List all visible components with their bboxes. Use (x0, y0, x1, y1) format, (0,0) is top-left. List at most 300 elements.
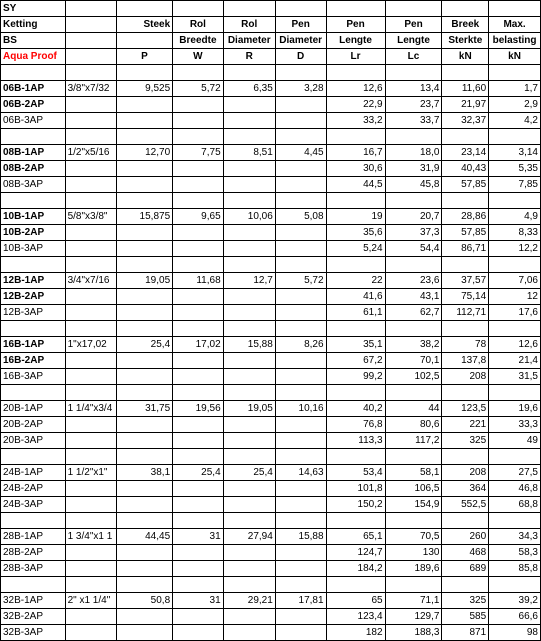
steek-cell[interactable]: 9,525 (116, 81, 172, 97)
empty-cell[interactable] (223, 161, 275, 177)
empty-cell[interactable] (275, 433, 326, 449)
chain-code-cell[interactable]: 12B-3AP (1, 305, 66, 321)
empty-cell[interactable] (173, 625, 224, 641)
pen-lengte-lc-cell[interactable]: 23,6 (385, 273, 442, 289)
column-header-cell[interactable]: D (275, 49, 326, 65)
header-title-cell[interactable]: BS (1, 33, 66, 49)
empty-cell[interactable] (489, 129, 541, 145)
column-header-cell[interactable] (489, 1, 541, 17)
empty-cell[interactable] (173, 241, 224, 257)
empty-cell[interactable] (116, 625, 172, 641)
column-header-cell[interactable]: Steek (116, 17, 172, 33)
column-header-cell[interactable]: Diameter (275, 33, 326, 49)
empty-cell[interactable] (65, 241, 116, 257)
empty-cell[interactable] (116, 305, 172, 321)
breek-sterkte-cell[interactable]: 28,86 (442, 209, 489, 225)
pen-lengte-lc-cell[interactable]: 20,7 (385, 209, 442, 225)
pen-lengte-lc-cell[interactable]: 106,5 (385, 481, 442, 497)
column-header-cell[interactable]: Pen (275, 17, 326, 33)
pen-diameter-cell[interactable]: 8,26 (275, 337, 326, 353)
empty-cell[interactable] (223, 225, 275, 241)
column-header-cell[interactable]: kN (489, 49, 541, 65)
chain-code-cell[interactable]: 10B-2AP (1, 225, 66, 241)
pen-lengte-lr-cell[interactable]: 101,8 (326, 481, 385, 497)
empty-cell[interactable] (173, 417, 224, 433)
empty-cell[interactable] (116, 609, 172, 625)
column-header-cell[interactable] (275, 1, 326, 17)
max-belasting-cell[interactable]: 49 (489, 433, 541, 449)
breek-sterkte-cell[interactable]: 75,14 (442, 289, 489, 305)
column-header-cell[interactable]: Breedte (173, 33, 224, 49)
max-belasting-cell[interactable]: 7,06 (489, 273, 541, 289)
column-header-cell[interactable]: Rol (223, 17, 275, 33)
size-cell[interactable]: 5/8"x3/8" (65, 209, 116, 225)
max-belasting-cell[interactable]: 66,6 (489, 609, 541, 625)
max-belasting-cell[interactable]: 12 (489, 289, 541, 305)
empty-cell[interactable] (65, 561, 116, 577)
empty-cell[interactable] (173, 497, 224, 513)
empty-cell[interactable] (173, 113, 224, 129)
empty-cell[interactable] (116, 417, 172, 433)
breek-sterkte-cell[interactable]: 86,71 (442, 241, 489, 257)
steek-cell[interactable]: 44,45 (116, 529, 172, 545)
empty-cell[interactable] (275, 193, 326, 209)
empty-cell[interactable] (1, 513, 66, 529)
max-belasting-cell[interactable]: 5,35 (489, 161, 541, 177)
empty-cell[interactable] (116, 369, 172, 385)
max-belasting-cell[interactable]: 2,9 (489, 97, 541, 113)
breek-sterkte-cell[interactable]: 468 (442, 545, 489, 561)
empty-cell[interactable] (173, 353, 224, 369)
max-belasting-cell[interactable]: 21,4 (489, 353, 541, 369)
pen-lengte-lc-cell[interactable]: 189,6 (385, 561, 442, 577)
rol-breedte-cell[interactable]: 17,02 (173, 337, 224, 353)
empty-cell[interactable] (65, 113, 116, 129)
chain-code-cell[interactable]: 06B-3AP (1, 113, 66, 129)
chain-code-cell[interactable]: 06B-2AP (1, 97, 66, 113)
empty-cell[interactable] (442, 257, 489, 273)
aqua-proof-label[interactable]: Aqua Proof (1, 49, 66, 65)
empty-cell[interactable] (173, 129, 224, 145)
empty-cell[interactable] (173, 545, 224, 561)
pen-lengte-lr-cell[interactable]: 33,2 (326, 113, 385, 129)
pen-lengte-lr-cell[interactable]: 16,7 (326, 145, 385, 161)
column-header-cell[interactable] (326, 1, 385, 17)
column-header-cell[interactable]: Lr (326, 49, 385, 65)
empty-cell[interactable] (1, 257, 66, 273)
empty-cell[interactable] (489, 577, 541, 593)
rol-breedte-cell[interactable]: 31 (173, 529, 224, 545)
max-belasting-cell[interactable]: 31,5 (489, 369, 541, 385)
empty-cell[interactable] (385, 129, 442, 145)
empty-cell[interactable] (1, 321, 66, 337)
column-header-cell[interactable] (116, 33, 172, 49)
empty-cell[interactable] (173, 177, 224, 193)
chain-code-cell[interactable]: 20B-3AP (1, 433, 66, 449)
pen-lengte-lc-cell[interactable]: 23,7 (385, 97, 442, 113)
chain-code-cell[interactable]: 12B-1AP (1, 273, 66, 289)
empty-cell[interactable] (65, 65, 116, 81)
column-header-cell[interactable] (223, 1, 275, 17)
empty-cell[interactable] (65, 97, 116, 113)
breek-sterkte-cell[interactable]: 585 (442, 609, 489, 625)
empty-cell[interactable] (116, 161, 172, 177)
empty-cell[interactable] (116, 577, 172, 593)
empty-cell[interactable] (65, 513, 116, 529)
empty-cell[interactable] (173, 369, 224, 385)
empty-cell[interactable] (223, 193, 275, 209)
pen-lengte-lr-cell[interactable]: 123,4 (326, 609, 385, 625)
pen-lengte-lr-cell[interactable]: 65,1 (326, 529, 385, 545)
empty-cell[interactable] (173, 305, 224, 321)
rol-breedte-cell[interactable]: 5,72 (173, 81, 224, 97)
chain-code-cell[interactable]: 32B-3AP (1, 625, 66, 641)
empty-cell[interactable] (275, 353, 326, 369)
empty-cell[interactable] (275, 497, 326, 513)
max-belasting-cell[interactable]: 68,8 (489, 497, 541, 513)
column-header-cell[interactable]: Pen (385, 17, 442, 33)
empty-cell[interactable] (275, 577, 326, 593)
empty-cell[interactable] (116, 177, 172, 193)
max-belasting-cell[interactable]: 4,9 (489, 209, 541, 225)
empty-cell[interactable] (65, 625, 116, 641)
empty-cell[interactable] (65, 177, 116, 193)
max-belasting-cell[interactable]: 39,2 (489, 593, 541, 609)
breek-sterkte-cell[interactable]: 552,5 (442, 497, 489, 513)
column-header-cell[interactable]: R (223, 49, 275, 65)
pen-lengte-lr-cell[interactable]: 5,24 (326, 241, 385, 257)
chain-code-cell[interactable]: 28B-2AP (1, 545, 66, 561)
pen-diameter-cell[interactable]: 3,28 (275, 81, 326, 97)
rol-diameter-cell[interactable]: 12,7 (223, 273, 275, 289)
empty-cell[interactable] (275, 513, 326, 529)
max-belasting-cell[interactable]: 33,3 (489, 417, 541, 433)
empty-cell[interactable] (173, 385, 224, 401)
breek-sterkte-cell[interactable]: 123,5 (442, 401, 489, 417)
chain-code-cell[interactable]: 28B-3AP (1, 561, 66, 577)
pen-diameter-cell[interactable]: 14,63 (275, 465, 326, 481)
rol-diameter-cell[interactable]: 6,35 (223, 81, 275, 97)
empty-cell[interactable] (223, 353, 275, 369)
empty-cell[interactable] (489, 513, 541, 529)
breek-sterkte-cell[interactable]: 325 (442, 593, 489, 609)
empty-cell[interactable] (385, 193, 442, 209)
pen-lengte-lr-cell[interactable]: 124,7 (326, 545, 385, 561)
empty-cell[interactable] (326, 577, 385, 593)
chain-code-cell[interactable]: 32B-2AP (1, 609, 66, 625)
pen-lengte-lc-cell[interactable]: 18,0 (385, 145, 442, 161)
empty-cell[interactable] (1, 129, 66, 145)
size-cell[interactable]: 1/2"x5/16 (65, 145, 116, 161)
empty-cell[interactable] (65, 289, 116, 305)
rol-breedte-cell[interactable]: 9,65 (173, 209, 224, 225)
max-belasting-cell[interactable]: 4,2 (489, 113, 541, 129)
breek-sterkte-cell[interactable]: 208 (442, 369, 489, 385)
column-header-cell[interactable]: Lengte (385, 33, 442, 49)
column-header-cell[interactable]: Max. (489, 17, 541, 33)
column-header-cell[interactable]: Diameter (223, 33, 275, 49)
max-belasting-cell[interactable]: 27,5 (489, 465, 541, 481)
empty-cell[interactable] (385, 513, 442, 529)
pen-lengte-lr-cell[interactable]: 99,2 (326, 369, 385, 385)
max-belasting-cell[interactable]: 3,14 (489, 145, 541, 161)
breek-sterkte-cell[interactable]: 137,8 (442, 353, 489, 369)
max-belasting-cell[interactable]: 85,8 (489, 561, 541, 577)
pen-lengte-lr-cell[interactable]: 35,1 (326, 337, 385, 353)
empty-cell[interactable] (1, 65, 66, 81)
breek-sterkte-cell[interactable]: 32,37 (442, 113, 489, 129)
empty-cell[interactable] (116, 113, 172, 129)
rol-diameter-cell[interactable]: 25,4 (223, 465, 275, 481)
chain-code-cell[interactable]: 06B-1AP (1, 81, 66, 97)
pen-lengte-lr-cell[interactable]: 182 (326, 625, 385, 641)
column-header-cell[interactable]: W (173, 49, 224, 65)
empty-cell[interactable] (116, 193, 172, 209)
pen-lengte-lr-cell[interactable]: 40,2 (326, 401, 385, 417)
empty-cell[interactable] (65, 321, 116, 337)
empty-cell[interactable] (116, 433, 172, 449)
pen-lengte-lc-cell[interactable]: 33,7 (385, 113, 442, 129)
chain-code-cell[interactable]: 10B-1AP (1, 209, 66, 225)
empty-cell[interactable] (326, 129, 385, 145)
empty-cell[interactable] (223, 449, 275, 465)
pen-lengte-lr-cell[interactable]: 19 (326, 209, 385, 225)
empty-cell[interactable] (275, 545, 326, 561)
empty-cell[interactable] (173, 433, 224, 449)
empty-cell[interactable] (385, 449, 442, 465)
empty-cell[interactable] (442, 385, 489, 401)
header-empty-cell[interactable] (65, 1, 116, 17)
empty-cell[interactable] (223, 497, 275, 513)
empty-cell[interactable] (275, 449, 326, 465)
empty-cell[interactable] (223, 481, 275, 497)
empty-cell[interactable] (116, 289, 172, 305)
empty-cell[interactable] (223, 257, 275, 273)
empty-cell[interactable] (65, 257, 116, 273)
empty-cell[interactable] (275, 161, 326, 177)
empty-cell[interactable] (1, 385, 66, 401)
pen-lengte-lc-cell[interactable]: 31,9 (385, 161, 442, 177)
empty-cell[interactable] (489, 321, 541, 337)
empty-cell[interactable] (173, 449, 224, 465)
breek-sterkte-cell[interactable]: 23,14 (442, 145, 489, 161)
empty-cell[interactable] (65, 305, 116, 321)
pen-lengte-lc-cell[interactable]: 45,8 (385, 177, 442, 193)
empty-cell[interactable] (275, 65, 326, 81)
empty-cell[interactable] (275, 257, 326, 273)
breek-sterkte-cell[interactable]: 37,57 (442, 273, 489, 289)
empty-cell[interactable] (489, 449, 541, 465)
empty-cell[interactable] (223, 609, 275, 625)
pen-diameter-cell[interactable]: 5,08 (275, 209, 326, 225)
empty-cell[interactable] (65, 417, 116, 433)
empty-cell[interactable] (275, 321, 326, 337)
max-belasting-cell[interactable]: 98 (489, 625, 541, 641)
pen-lengte-lc-cell[interactable]: 117,2 (385, 433, 442, 449)
pen-lengte-lr-cell[interactable]: 67,2 (326, 353, 385, 369)
size-cell[interactable]: 3/8"x7/32 (65, 81, 116, 97)
empty-cell[interactable] (223, 65, 275, 81)
steek-cell[interactable]: 12,70 (116, 145, 172, 161)
empty-cell[interactable] (1, 193, 66, 209)
chain-code-cell[interactable]: 08B-1AP (1, 145, 66, 161)
empty-cell[interactable] (65, 609, 116, 625)
rol-diameter-cell[interactable]: 10,06 (223, 209, 275, 225)
empty-cell[interactable] (116, 97, 172, 113)
column-header-cell[interactable] (385, 1, 442, 17)
empty-cell[interactable] (275, 177, 326, 193)
empty-cell[interactable] (223, 513, 275, 529)
empty-cell[interactable] (326, 65, 385, 81)
empty-cell[interactable] (223, 433, 275, 449)
size-cell[interactable]: 3/4"x7/16 (65, 273, 116, 289)
empty-cell[interactable] (223, 561, 275, 577)
empty-cell[interactable] (173, 225, 224, 241)
pen-lengte-lc-cell[interactable]: 71,1 (385, 593, 442, 609)
empty-cell[interactable] (442, 193, 489, 209)
chain-code-cell[interactable]: 16B-1AP (1, 337, 66, 353)
rol-diameter-cell[interactable]: 15,88 (223, 337, 275, 353)
rol-diameter-cell[interactable]: 29,21 (223, 593, 275, 609)
empty-cell[interactable] (489, 385, 541, 401)
pen-lengte-lr-cell[interactable]: 184,2 (326, 561, 385, 577)
pen-lengte-lc-cell[interactable]: 62,7 (385, 305, 442, 321)
empty-cell[interactable] (65, 193, 116, 209)
steek-cell[interactable]: 15,875 (116, 209, 172, 225)
header-empty-cell[interactable] (65, 33, 116, 49)
empty-cell[interactable] (116, 257, 172, 273)
column-header-cell[interactable] (116, 1, 172, 17)
empty-cell[interactable] (442, 321, 489, 337)
empty-cell[interactable] (326, 257, 385, 273)
pen-lengte-lr-cell[interactable]: 22 (326, 273, 385, 289)
empty-cell[interactable] (275, 561, 326, 577)
chain-code-cell[interactable]: 08B-3AP (1, 177, 66, 193)
empty-cell[interactable] (116, 385, 172, 401)
breek-sterkte-cell[interactable]: 112,71 (442, 305, 489, 321)
empty-cell[interactable] (65, 353, 116, 369)
empty-cell[interactable] (223, 305, 275, 321)
pen-lengte-lc-cell[interactable]: 102,5 (385, 369, 442, 385)
empty-cell[interactable] (65, 433, 116, 449)
pen-lengte-lc-cell[interactable]: 43,1 (385, 289, 442, 305)
pen-lengte-lr-cell[interactable]: 65 (326, 593, 385, 609)
column-header-cell[interactable] (173, 1, 224, 17)
empty-cell[interactable] (173, 481, 224, 497)
pen-lengte-lc-cell[interactable]: 38,2 (385, 337, 442, 353)
empty-cell[interactable] (173, 161, 224, 177)
pen-lengte-lc-cell[interactable]: 154,9 (385, 497, 442, 513)
empty-cell[interactable] (116, 449, 172, 465)
pen-lengte-lr-cell[interactable]: 113,3 (326, 433, 385, 449)
max-belasting-cell[interactable]: 34,3 (489, 529, 541, 545)
empty-cell[interactable] (275, 97, 326, 113)
empty-cell[interactable] (275, 625, 326, 641)
empty-cell[interactable] (65, 577, 116, 593)
pen-lengte-lc-cell[interactable]: 130 (385, 545, 442, 561)
empty-cell[interactable] (275, 289, 326, 305)
empty-cell[interactable] (65, 369, 116, 385)
empty-cell[interactable] (116, 481, 172, 497)
empty-cell[interactable] (442, 449, 489, 465)
empty-cell[interactable] (1, 577, 66, 593)
empty-cell[interactable] (489, 65, 541, 81)
empty-cell[interactable] (223, 545, 275, 561)
empty-cell[interactable] (223, 241, 275, 257)
empty-cell[interactable] (385, 65, 442, 81)
chain-code-cell[interactable]: 28B-1AP (1, 529, 66, 545)
pen-lengte-lc-cell[interactable]: 54,4 (385, 241, 442, 257)
empty-cell[interactable] (275, 385, 326, 401)
breek-sterkte-cell[interactable]: 57,85 (442, 225, 489, 241)
empty-cell[interactable] (223, 577, 275, 593)
empty-cell[interactable] (275, 417, 326, 433)
empty-cell[interactable] (442, 577, 489, 593)
empty-cell[interactable] (326, 513, 385, 529)
empty-cell[interactable] (326, 449, 385, 465)
chain-code-cell[interactable]: 20B-2AP (1, 417, 66, 433)
column-header-cell[interactable]: belasting (489, 33, 541, 49)
pen-lengte-lr-cell[interactable]: 44,5 (326, 177, 385, 193)
empty-cell[interactable] (116, 129, 172, 145)
empty-cell[interactable] (223, 625, 275, 641)
empty-cell[interactable] (223, 289, 275, 305)
empty-cell[interactable] (173, 257, 224, 273)
empty-cell[interactable] (116, 497, 172, 513)
steek-cell[interactable]: 31,75 (116, 401, 172, 417)
breek-sterkte-cell[interactable]: 871 (442, 625, 489, 641)
max-belasting-cell[interactable]: 8,33 (489, 225, 541, 241)
pen-lengte-lr-cell[interactable]: 12,6 (326, 81, 385, 97)
pen-lengte-lc-cell[interactable]: 70,1 (385, 353, 442, 369)
pen-diameter-cell[interactable]: 10,16 (275, 401, 326, 417)
max-belasting-cell[interactable]: 46,8 (489, 481, 541, 497)
empty-cell[interactable] (385, 385, 442, 401)
rol-diameter-cell[interactable]: 19,05 (223, 401, 275, 417)
max-belasting-cell[interactable]: 1,7 (489, 81, 541, 97)
empty-cell[interactable] (173, 97, 224, 113)
pen-lengte-lr-cell[interactable]: 35,6 (326, 225, 385, 241)
breek-sterkte-cell[interactable]: 11,60 (442, 81, 489, 97)
empty-cell[interactable] (326, 385, 385, 401)
pen-lengte-lr-cell[interactable]: 53,4 (326, 465, 385, 481)
empty-cell[interactable] (442, 129, 489, 145)
pen-diameter-cell[interactable]: 15,88 (275, 529, 326, 545)
rol-breedte-cell[interactable]: 11,68 (173, 273, 224, 289)
empty-cell[interactable] (116, 353, 172, 369)
size-cell[interactable]: 1 3/4"x1 1 (65, 529, 116, 545)
empty-cell[interactable] (275, 241, 326, 257)
header-empty-cell[interactable] (65, 17, 116, 33)
breek-sterkte-cell[interactable]: 689 (442, 561, 489, 577)
empty-cell[interactable] (1, 449, 66, 465)
chain-code-cell[interactable]: 16B-3AP (1, 369, 66, 385)
pen-lengte-lc-cell[interactable]: 129,7 (385, 609, 442, 625)
empty-cell[interactable] (173, 65, 224, 81)
empty-cell[interactable] (326, 321, 385, 337)
max-belasting-cell[interactable]: 17,6 (489, 305, 541, 321)
empty-cell[interactable] (65, 545, 116, 561)
column-header-cell[interactable]: Breek (442, 17, 489, 33)
empty-cell[interactable] (116, 241, 172, 257)
rol-diameter-cell[interactable]: 27,94 (223, 529, 275, 545)
pen-lengte-lc-cell[interactable]: 44 (385, 401, 442, 417)
column-header-cell[interactable]: Rol (173, 17, 224, 33)
pen-lengte-lc-cell[interactable]: 80,6 (385, 417, 442, 433)
column-header-cell[interactable]: Lengte (326, 33, 385, 49)
steek-cell[interactable]: 25,4 (116, 337, 172, 353)
empty-cell[interactable] (385, 577, 442, 593)
